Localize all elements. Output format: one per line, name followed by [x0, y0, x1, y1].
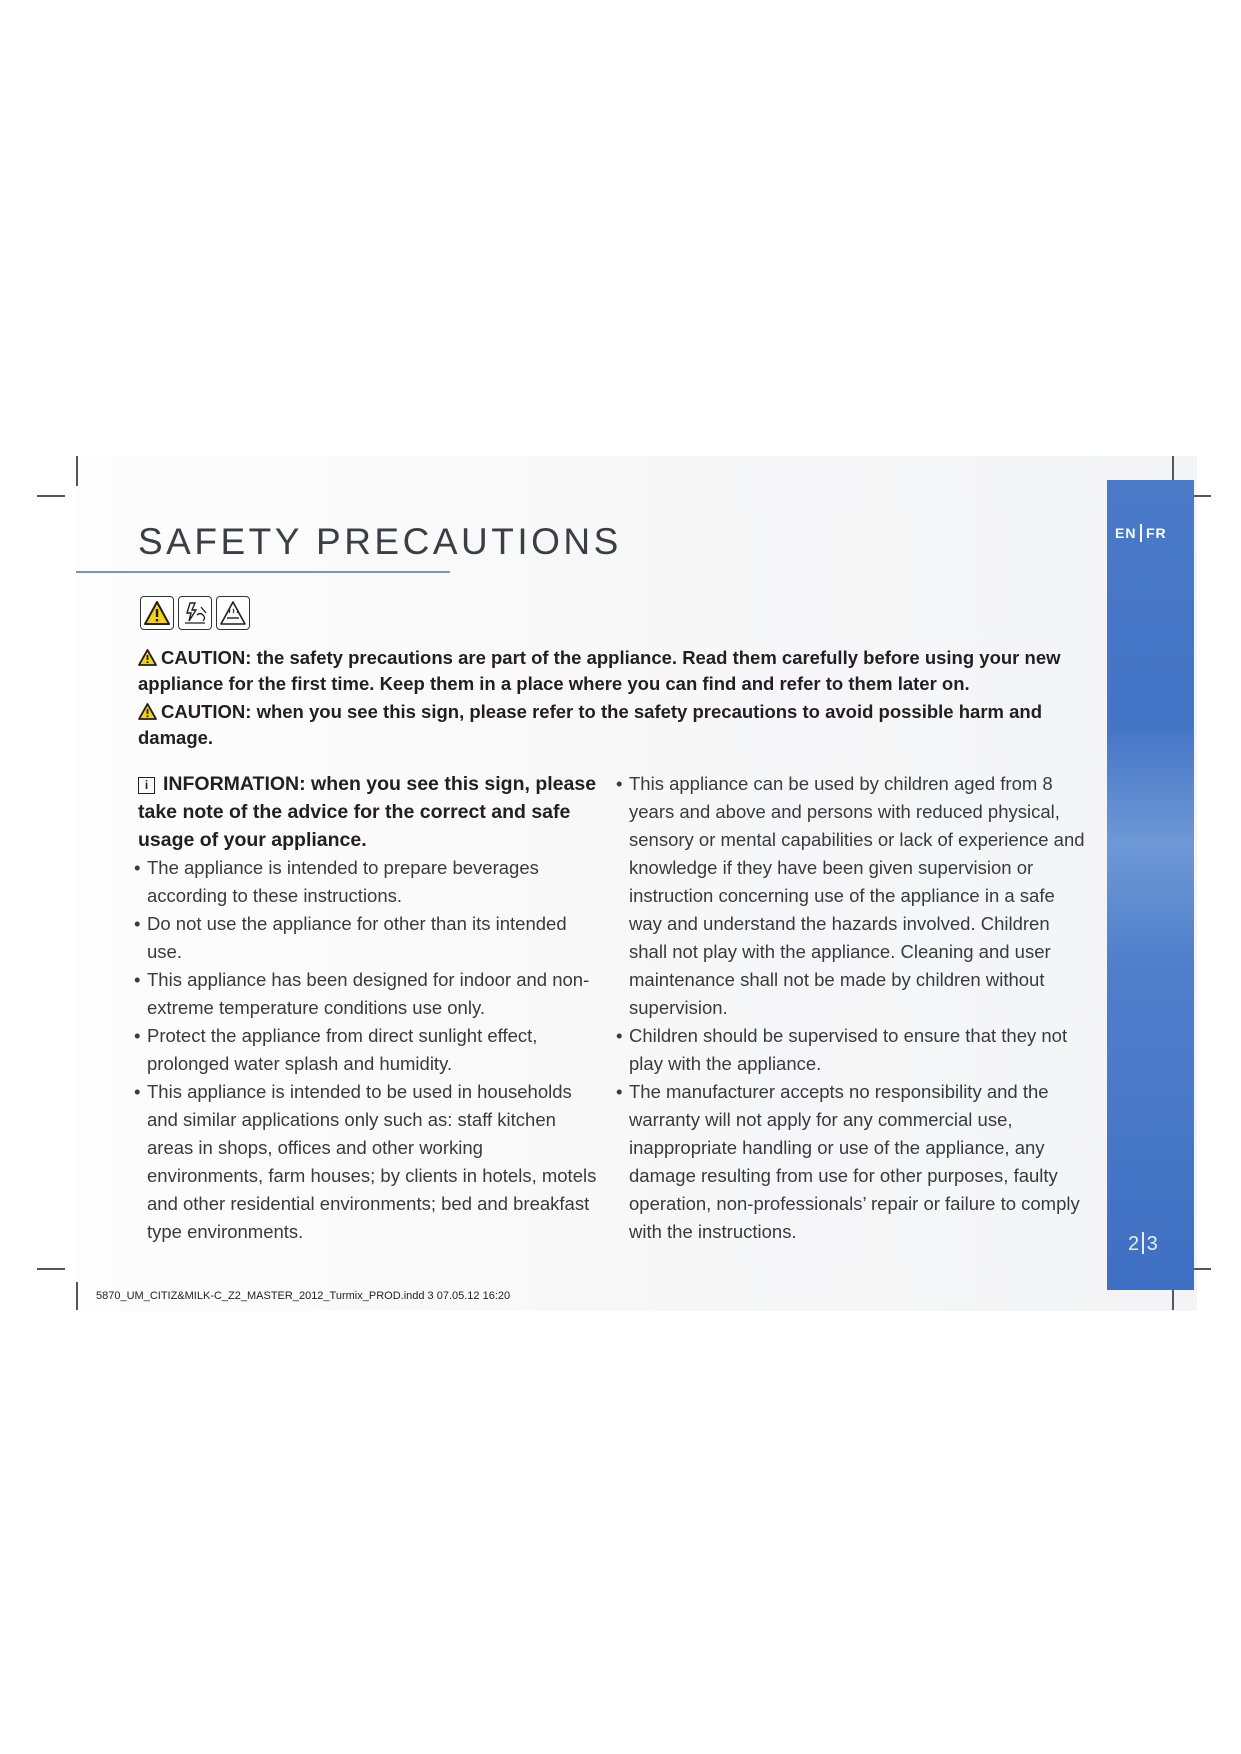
hot-surface-icon — [216, 596, 250, 630]
crop-mark — [76, 1282, 78, 1310]
warning-icon — [140, 596, 174, 630]
page-numbers — [1128, 1232, 1158, 1256]
page-number-left: 2 — [1128, 1233, 1140, 1255]
crop-mark — [37, 1268, 65, 1270]
crop-mark — [37, 495, 65, 497]
warning-icon — [138, 702, 157, 726]
safety-icon-row — [140, 596, 250, 632]
language-fr: FR — [1145, 525, 1167, 541]
caution-statement: CAUTION: when you see this sign, please refer to the safety precautions to avoid possible harm and damage. — [138, 701, 1042, 748]
electrical-hazard-icon — [178, 596, 212, 630]
information-heading: i INFORMATION: when you see this sign, please take note of the advice for the correct and safe usage of your appliance. — [138, 773, 597, 851]
left-column — [134, 770, 600, 1246]
list-item: • Children should be supervised to ensure that they not play with the appliance. — [616, 1025, 1068, 1074]
list-item: • This appliance is intended to be used in households and similar applications only such as: staff kitchen areas in shops, offices and other working environments, farm houses; by clients in hotels, motels and other residential environments; bed and breakfast type environments. — [134, 1081, 597, 1242]
divider — [1142, 1232, 1144, 1254]
title-underline — [76, 571, 450, 573]
list-item: • Protect the appliance from direct sunlight effect, prolonged water splash and humidity. — [134, 1025, 538, 1074]
crop-mark — [76, 456, 78, 486]
page-number-right: 3 — [1146, 1233, 1158, 1255]
language-sidebar — [1107, 480, 1194, 1290]
list-item: • The appliance is intended to prepare beverages according to these instructions. — [134, 857, 539, 906]
safety-list — [616, 770, 1090, 1246]
page-title: SAFETY PRECAUTIONS — [138, 521, 622, 562]
information-icon: i — [138, 777, 155, 794]
list-item: • Do not use the appliance for other than its intended use. — [134, 913, 567, 962]
safety-list — [134, 854, 600, 1246]
language-en: EN — [1115, 525, 1137, 541]
language-indicator — [1115, 524, 1167, 542]
right-column — [616, 770, 1090, 1246]
list-item: • The manufacturer accepts no responsibility and the warranty will not apply for any commercial use, inappropriate handling or use of the appliance, any damage resulting from use for other purposes, faulty operation, non-professionals’ repair or failure to comply with the instructions. — [616, 1081, 1080, 1242]
divider — [1140, 524, 1142, 542]
warning-icon — [138, 648, 157, 672]
list-item: • This appliance can be used by children aged from 8 years and above and persons with reduced physical, sensory or mental capabilities or lack of experience and knowledge if they have been given supervision or instruction concerning use of the appliance in a safe way and understand the hazards involved. Children shall not play with the appliance. Cleaning and user maintenance shall not be made by children without supervision. — [616, 773, 1085, 1018]
list-item: • This appliance has been designed for indoor and non-extreme temperature conditions use only. — [134, 969, 590, 1018]
caution-statement: CAUTION: the safety precautions are part of the appliance. Read them carefully before using your new appliance for the first time. Keep them in a place where you can find and refer to them later on. — [138, 647, 1061, 694]
print-slug: 5870_UM_CITIZ&MILK-C_Z2_MASTER_2012_Turmix_PROD.indd 3 07.05.12 16:20 — [96, 1290, 511, 1302]
